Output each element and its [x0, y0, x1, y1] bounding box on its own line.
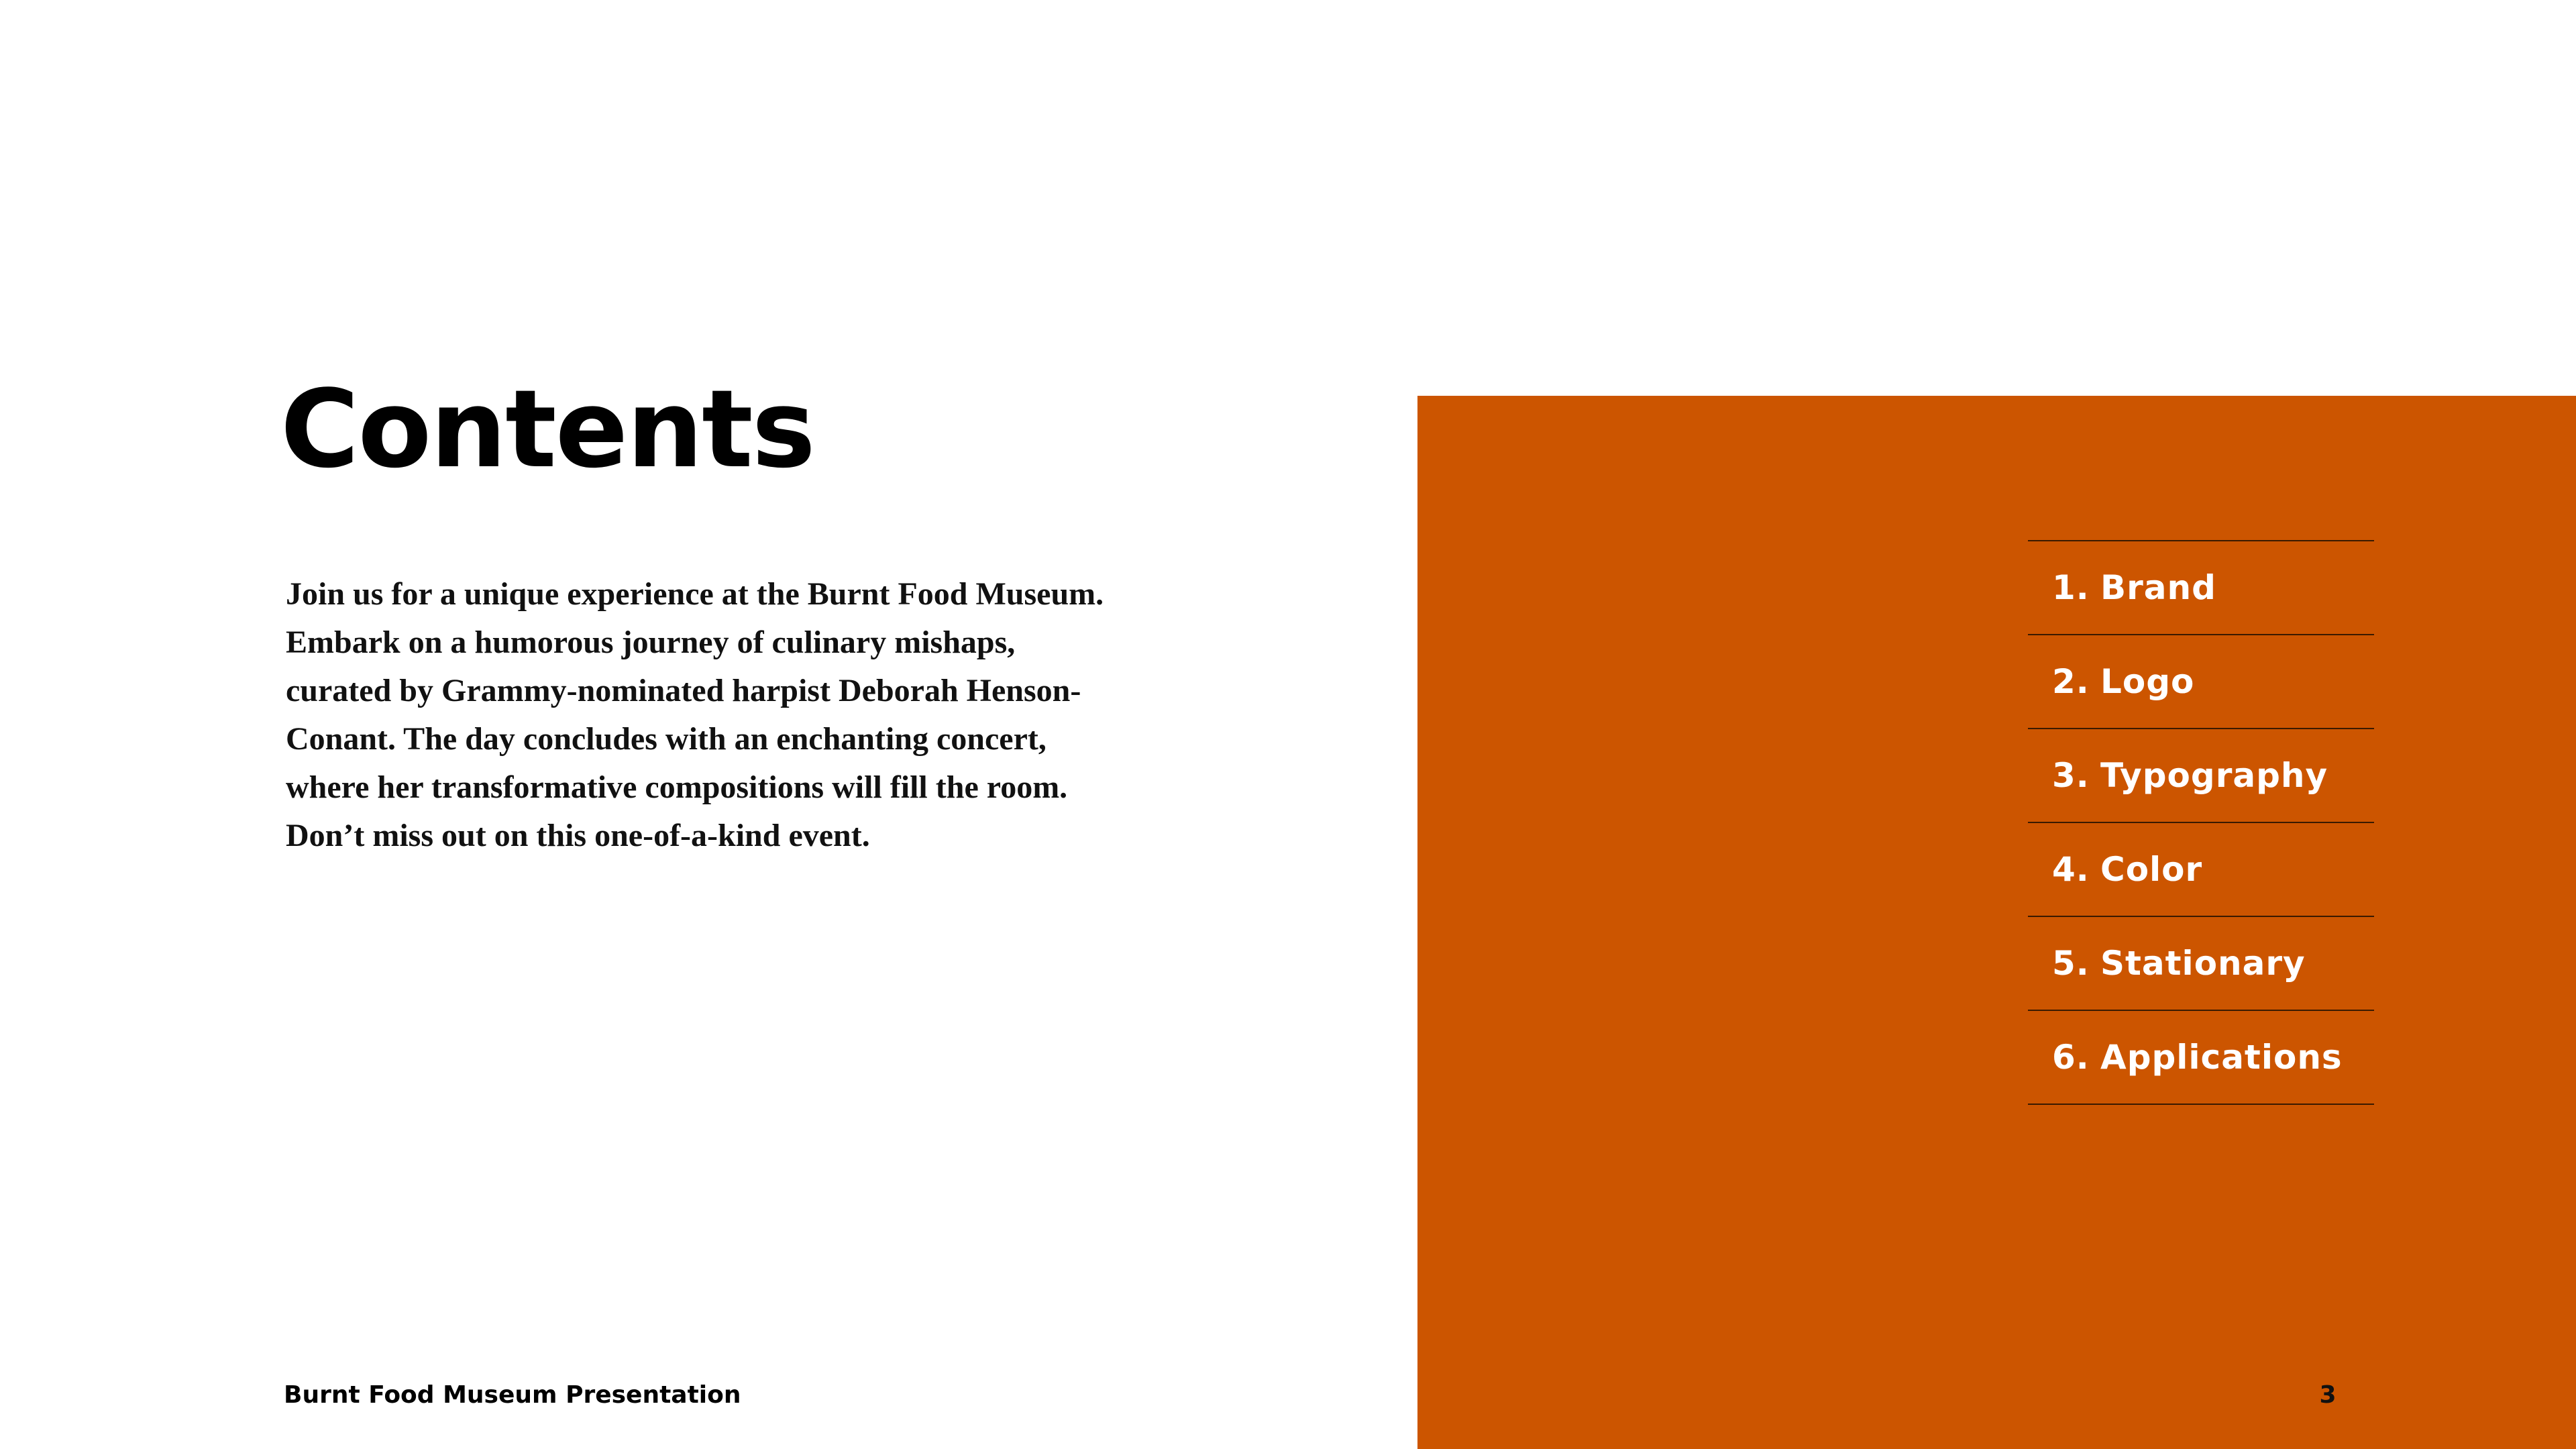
- toc-item-number: 4.: [2052, 850, 2090, 889]
- toc-item-number: 2.: [2052, 662, 2090, 701]
- toc-item-number: 6.: [2052, 1038, 2090, 1077]
- toc-item-label: Typography: [2100, 756, 2328, 795]
- toc-item-label: Logo: [2100, 662, 2195, 701]
- intro-paragraph: Join us for a unique experience at the Burnt Food Museum. Embark on a humorous journey of culinary mishaps, curated by Grammy-nominated harpist Deborah Henson-Conant. The day concludes with an enchanting concert, where her transformative compositions will fill the room. Don’t miss out on this one-of-a-kind event.: [286, 576, 1104, 853]
- toc-item-number: 5.: [2052, 944, 2090, 983]
- toc-item-color[interactable]: [2028, 823, 2374, 917]
- toc-item-typography[interactable]: [2028, 729, 2374, 823]
- table-of-contents: [2028, 540, 2374, 1105]
- footer-title: Burnt Food Museum Presentation: [284, 1381, 741, 1409]
- toc-item-logo[interactable]: [2028, 635, 2374, 729]
- toc-item-label: Applications: [2100, 1038, 2343, 1077]
- toc-item-number: 3.: [2052, 756, 2090, 795]
- page-title: Contents: [280, 366, 814, 492]
- toc-item-label: Brand: [2100, 568, 2216, 607]
- toc-item-label: Color: [2100, 850, 2203, 889]
- accent-panel: [1417, 396, 2576, 1449]
- page-number: 3: [2319, 1381, 2337, 1409]
- toc-item-applications[interactable]: [2028, 1011, 2374, 1105]
- toc-item-stationary[interactable]: [2028, 917, 2374, 1011]
- toc-item-number: 1.: [2052, 568, 2090, 607]
- toc-item-brand[interactable]: [2028, 541, 2374, 635]
- toc-item-label: Stationary: [2100, 944, 2306, 983]
